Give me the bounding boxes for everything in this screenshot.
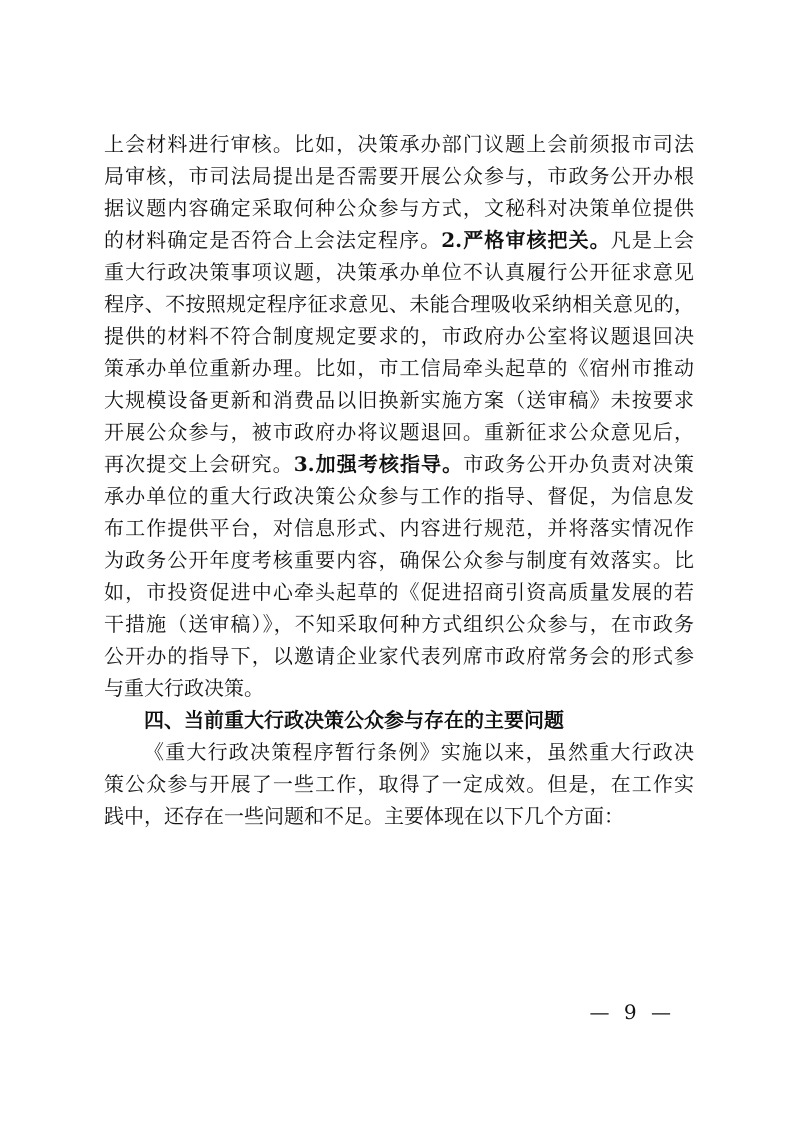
text-line bbox=[104, 480, 694, 512]
text-segment: 重大行政决策事项议题，决策承办单位不认真履行公开征求意见 bbox=[104, 260, 694, 284]
text-line bbox=[104, 608, 694, 640]
text-segment: 程序、不按照规定程序征求意见、未能合理吸收采纳相关意见的， bbox=[104, 292, 694, 316]
text-segment: 四、当前重大行政决策公众参与存在的主要问题 bbox=[144, 708, 564, 732]
text-line bbox=[104, 352, 694, 384]
text-line bbox=[104, 160, 694, 192]
page-number: — 9 — bbox=[589, 1000, 675, 1024]
bold-subheading: 3.加强考核指导。 bbox=[293, 452, 464, 476]
text-segment: 市政务公开办负责对决策 bbox=[463, 452, 694, 476]
text-segment: 再次提交上会研究。 bbox=[104, 452, 294, 476]
text-segment: 《重大行政决策程序暂行条例》实施以来，虽然重大行政决 bbox=[144, 740, 694, 764]
text-line bbox=[104, 320, 694, 352]
text-line bbox=[104, 800, 694, 832]
text-line bbox=[104, 512, 694, 544]
text-line bbox=[104, 416, 694, 448]
text-line bbox=[104, 448, 694, 480]
bold-subheading: 2.严格审核把关。 bbox=[441, 228, 611, 252]
text-line bbox=[104, 672, 694, 704]
text-segment: 的材料确定是否符合上会法定程序。 bbox=[104, 228, 442, 252]
text-line bbox=[104, 192, 694, 224]
text-segment: 策公众参与开展了一些工作，取得了一定成效。但是，在工作实 bbox=[104, 772, 694, 796]
text-segment: 与重大行政决策。 bbox=[104, 676, 264, 700]
text-segment: 策承办单位重新办理。比如，市工信局牵头起草的《宿州市推动 bbox=[104, 356, 694, 380]
text-line bbox=[104, 768, 694, 800]
text-line bbox=[104, 128, 694, 160]
text-segment: 局审核，市司法局提出是否需要开展公众参与，市政务公开办根 bbox=[104, 164, 694, 188]
text-segment: 承办单位的重大行政决策公众参与工作的指导、督促，为信息发 bbox=[104, 484, 694, 508]
text-segment: 大规模设备更新和消费品以旧换新实施方案（送审稿》未按要求 bbox=[104, 388, 694, 412]
text-line bbox=[104, 736, 694, 768]
text-segment: 干措施（送审稿）》，不知采取何种方式组织公众参与，在市政务 bbox=[104, 612, 694, 636]
text-line bbox=[104, 288, 694, 320]
text-segment: 提供的材料不符合制度规定要求的，市政府办公室将议题退回决 bbox=[104, 324, 694, 348]
text-segment: 开展公众参与，被市政府办将议题退回。重新征求公众意见后， bbox=[104, 420, 694, 444]
text-line bbox=[104, 384, 694, 416]
text-line bbox=[104, 640, 694, 672]
text-line bbox=[104, 576, 694, 608]
text-segment: 布工作提供平台，对信息形式、内容进行规范，并将落实情况作 bbox=[104, 516, 694, 540]
text-segment: 凡是上会 bbox=[610, 228, 694, 252]
text-segment: 如，市投资促进中心牵头起草的《促进招商引资高质量发展的若 bbox=[104, 580, 694, 604]
text-segment: 公开办的指导下，以邀请企业家代表列席市政府常务会的形式参 bbox=[104, 644, 694, 668]
text-segment: 据议题内容确定采取何种公众参与方式，文秘科对决策单位提供 bbox=[104, 196, 694, 220]
text-segment: 上会材料进行审核。比如，决策承办部门议题上会前须报市司法 bbox=[104, 132, 694, 156]
text-segment: 践中，还存在一些问题和不足。主要体现在以下几个方面： bbox=[104, 804, 624, 828]
text-segment: 为政务公开年度考核重要内容，确保公众参与制度有效落实。比 bbox=[104, 548, 694, 572]
section-heading bbox=[104, 704, 694, 736]
text-line bbox=[104, 256, 694, 288]
text-line bbox=[104, 224, 694, 256]
body-text bbox=[104, 128, 694, 832]
text-line bbox=[104, 544, 694, 576]
